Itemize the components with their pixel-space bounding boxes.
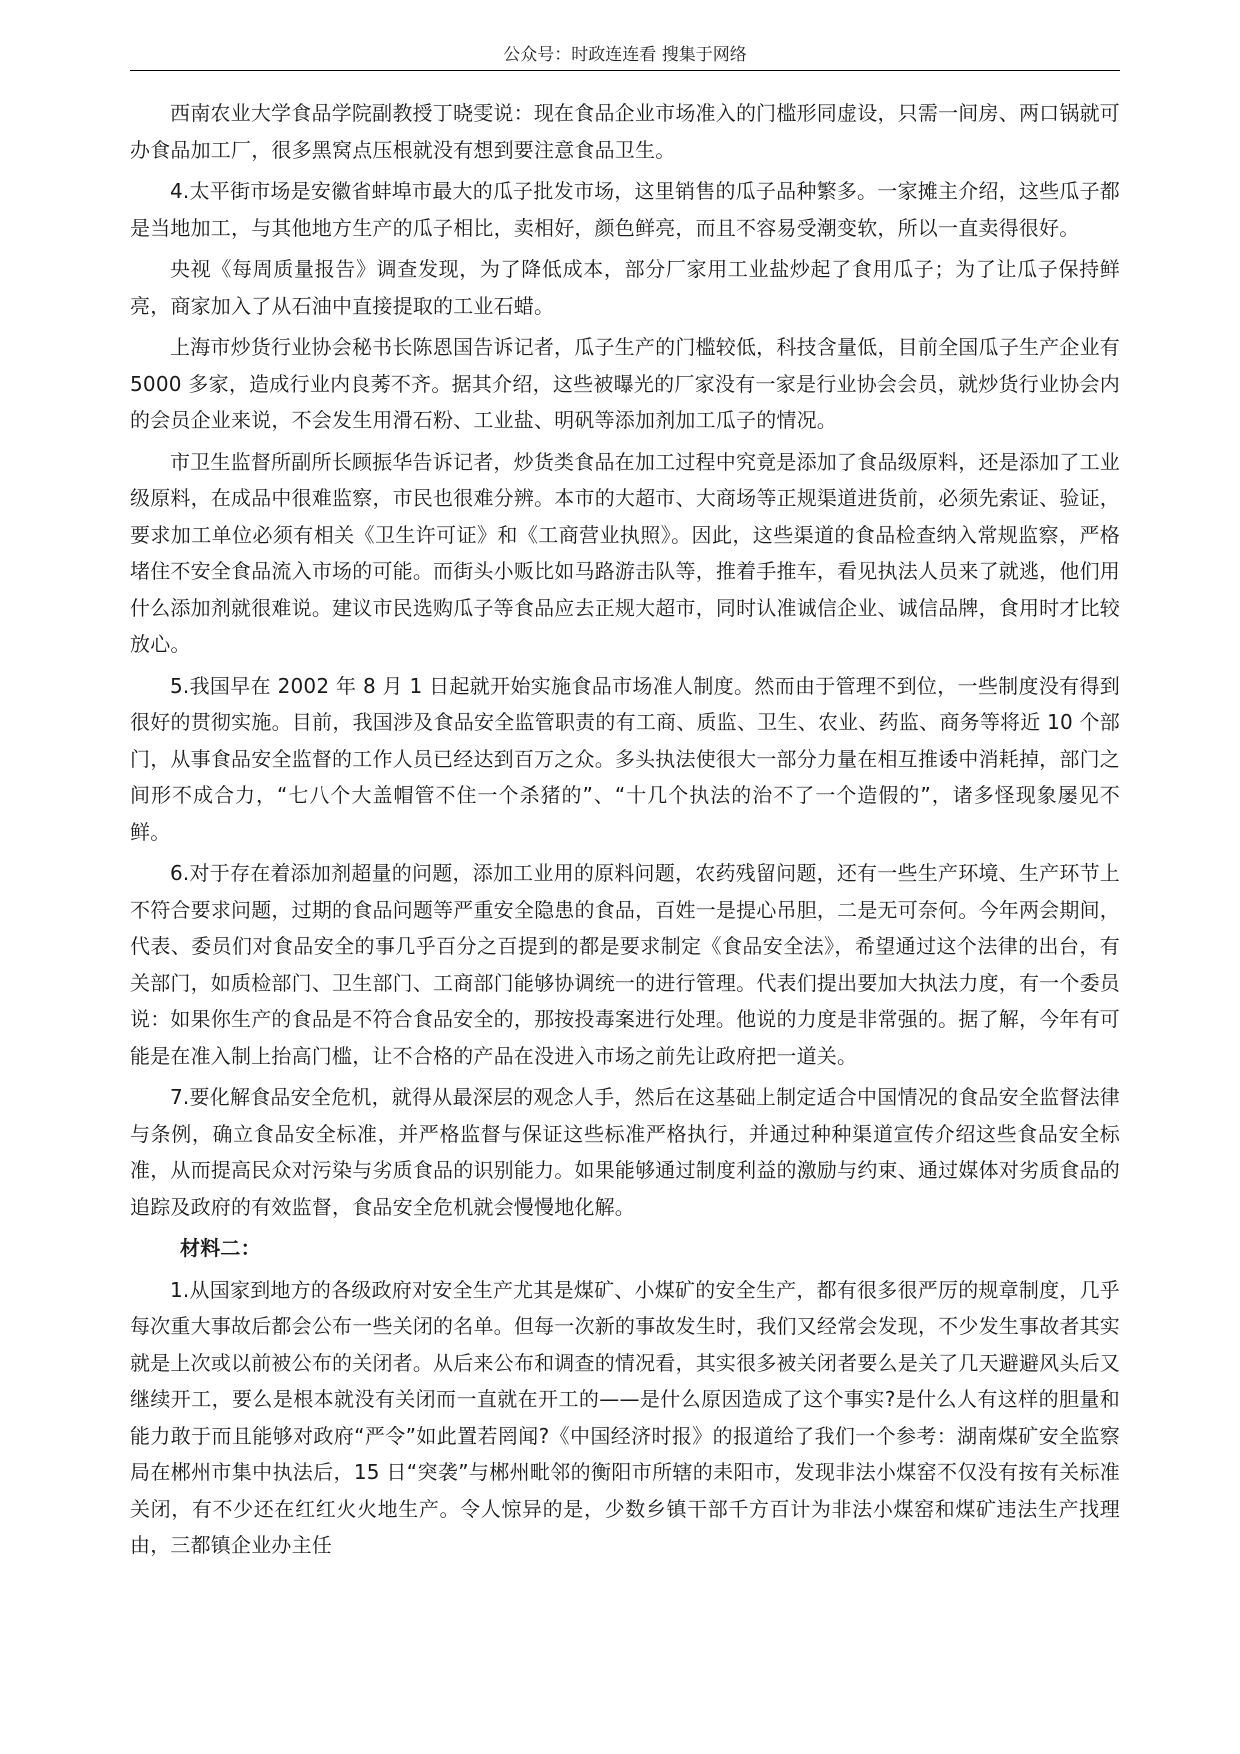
paragraph: 7.要化解食品安全危机，就得从最深层的观念人手，然后在这基础上制定适合中国情况的食品安全监督法律与条例，确立食品安全标准，并严格监督与保证这些标准严格执行，并通过种种渠道宣传介绍这些食品安全标准，从而提高民众对污染与劣质食品的识别能力。如果能够通过制度利益的激励与约束、通过媒体对劣质食品的追踪及政府的有效监督，食品安全危机就会慢慢地化解。 xyxy=(130,1085,1120,1219)
paragraph: 5.我国早在 2002 年 8 月 1 日起就开始实施食品市场准人制度。然而由于管理不到位，一些制度没有得到很好的贯彻实施。目前，我国涉及食品安全监管职责的有工商、质监、卫生、农业、药监、商务等将近 10 个部门，从事食品安全监督的工作人员已经达到百万之众。多头执法使很大一部分力量在相互推诿中消耗掉，部门之间形不成合力，“七八个大盖帽管不住一个杀猪的”、“十几个执法的治不了一个造假的”，诸多怪现象屡见不鲜。 xyxy=(130,673,1120,844)
paragraph: 1.从国家到地方的各级政府对安全生产尤其是煤矿、小煤矿的安全生产，都有很多很严厉的规章制度，几乎每次重大事故后都会公布一些关闭的名单。但每一次新的事故发生时，我们又经常会发现，不少发生事故者其实就是上次或以前被公布的关闭者。从后来公布和调查的情况看，其实很多被关闭者要么是关了几天避避风头后又继续开工，要么是根本就没有关闭而一直就在开工的——是什么原因造成了这个事实?是什么人有这样的胆量和能力敢于而且能够对政府“严令”如此置若罔闻?《中国经济时报》的报道给了我们一个参考：湖南煤矿安全监察局在郴州市集中执法后，15 日“突袭”与郴州毗邻的衡阳市所辖的耒阳市，发现非法小煤窑不仅没有按有关标准关闭，有不少还在红红火火地生产。令人惊异的是，少数乡镇干部千方百计为非法小煤窑和煤矿违法生产找理由，三都镇企业办主任 xyxy=(130,1277,1120,1557)
paragraph: 西南农业大学食品学院副教授丁晓雯说：现在食品企业市场准入的门槛形同虚设，只需一间房、两口锅就可办食品加工厂，很多黑窝点压根就没有想到要注意食品卫生。 xyxy=(130,101,1120,162)
header-divider xyxy=(130,70,1120,71)
document-body xyxy=(130,95,1120,1569)
paragraph: 央视《每周质量报告》调查发现，为了降低成本，部分厂家用工业盐炒起了食用瓜子；为了让瓜子保持鲜亮，商家加入了从石油中直接提取的工业石蜡。 xyxy=(130,257,1120,318)
paragraph: 4.太平街市场是安徽省蚌埠市最大的瓜子批发市场，这里销售的瓜子品种繁多。一家摊主介绍，这些瓜子都是当地加工，与其他地方生产的瓜子相比，卖相好，颜色鲜亮，而且不容易受潮变软，所以一直卖得很好。 xyxy=(130,179,1120,240)
page-header: 公众号：时政连连看 搜集于网络 xyxy=(503,45,747,65)
paragraph: 6.对于存在着添加剂超量的问题，添加工业用的原料问题，农药残留问题，还有一些生产环境、生产环节上不符合要求问题，过期的食品问题等严重安全隐患的食品，百姓一是提心吊胆，二是无可奈何。今年两会期间，代表、委员们对食品安全的事几乎百分之百提到的都是要求制定《食品安全法》，希望通过这个法律的出台，有关部门，如质检部门、卫生部门、工商部门能够协调统一的进行管理。代表们提出要加大执法力度，有一个委员说：如果你生产的食品是不符合食品安全的，那按投毒案进行处理。他说的力度是非常强的。据了解，今年有可能是在准入制上抬高门槛，让不合格的产品在没进入市场之前先让政府把一道关。 xyxy=(130,861,1120,1068)
section-heading: 材料二： xyxy=(180,1236,261,1260)
paragraph: 上海市炒货行业协会秘书长陈恩国告诉记者，瓜子生产的门槛较低，科技含量低，目前全国瓜子生产企业有 5000 多家，造成行业内良莠不齐。据其介绍，这些被曝光的厂家没有一家是行业协会会员，就炒货行业协会内的会员企业来说，不会发生用滑石粉、工业盐、明矾等添加剂加工瓜子的情况。 xyxy=(130,335,1120,432)
paragraph: 市卫生监督所副所长顾振华告诉记者，炒货类食品在加工过程中究竟是添加了食品级原料，还是添加了工业级原料，在成品中很难监察，市民也很难分辨。本市的大超市、大商场等正规渠道进货前，必须先索证、验证，要求加工单位必须有相关《卫生许可证》和《工商营业执照》。因此，这些渠道的食品检查纳入常规监察，严格堵住不安全食品流入市场的可能。而街头小贩比如马路游击队等，推着手推车，看见执法人员来了就逃，他们用什么添加剂就很难说。建议市民选购瓜子等食品应去正规大超市，同时认准诚信企业、诚信品牌，食用时才比较放心。 xyxy=(130,449,1120,656)
